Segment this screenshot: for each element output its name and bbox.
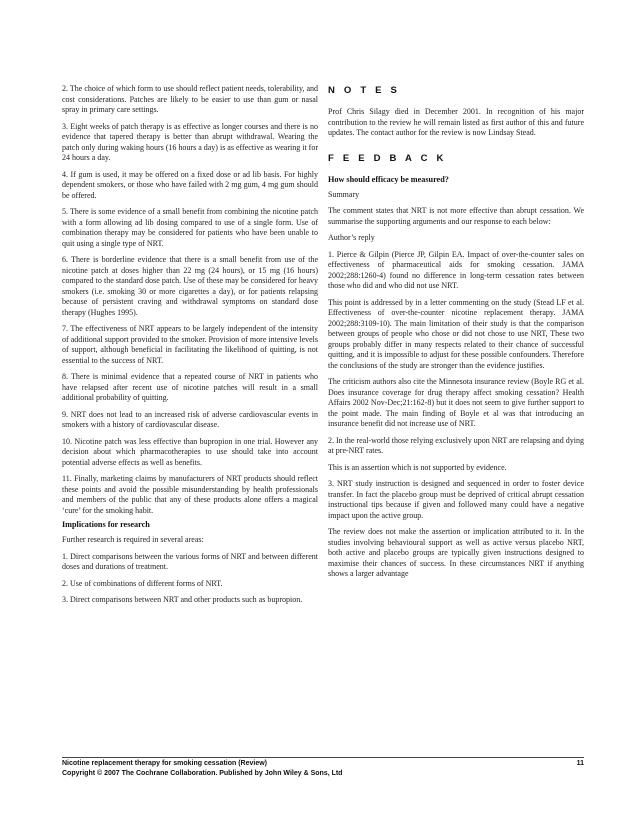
reply-label: Author’s reply [328,233,375,242]
research-paragraph: 3. Direct comparisons between NRT and other products such as bupropion. [62,595,303,604]
notes-paragraph: Prof Chris Silagy died in December 2001. In recognition of his major contribution to the review he will remain listed as first author of this and future updates. The contact author for the review is now Lindsay Stead. [328,107,584,137]
recommendation-paragraph: 10. Nicotine patch was less effective than bupropion in one trial. However any decision about which pharmacotherapies to use should take into account potential adverse effects as well as benefits. [62,436,318,467]
feedback-heading: F E E D B A C K [328,152,447,164]
recommendation-paragraph: 9. NRT does not lead to an increased risk of adverse cardiovascular events in smokers with a history of cardiovascular disease. [62,409,318,429]
reply-paragraph: The criticism authors also cite the Minnesota insurance review (Boyle RG et al. Does insurance coverage for drug therapy affect smoking cessation? Health Affairs 2002 Nov-Dec;21:162-8) but it does not seem to give further support to the point made. The main finding of Boyle et al was that introducing an insurance benefit did not increase use of NRT. [328,377,584,428]
recommendation-paragraph: 3. Eight weeks of patch therapy is as effective as longer courses and there is no evidence that tapered therapy is better than abrupt withdrawal. Wearing the patch only during waking hours (16 hours a day) is as effective as wearing it for 24 hours a day. [62,121,319,162]
recommendation-paragraph: 5. There is some evidence of a small benefit from combining the nicotine patch with a form allowing ad lib dosing compared to use of a single form. Use of combination therapy may be considered for patients who have been unable to quit using a single type of NRT. [62,207,318,248]
page-footer [62,757,584,777]
research-paragraph: 2. Use of combinations of different forms of NRT. [62,578,223,588]
summary-label: Summary [328,189,360,199]
footer-title: Nicotine replacement therapy for smoking cessation (Review) [62,760,268,767]
reply-paragraph: 2. In the real-world those relying exclusively upon NRT are relapsing and dying at pre-NRT rates. [328,435,584,455]
research-paragraph: Further research is required in several areas: [62,535,204,544]
reply-paragraph: 1. Pierce & Gilpin (Pierce JP, Gilpin EA. Impact of over-the-counter sales on effectiveness of pharmaceutical aids for smoking cessation. JAMA 2002;288:1260-4) found no difference in long-term cessation rates between those who did and who did not use NRT. [328,249,584,290]
research-paragraph: 1. Direct comparisons between the various forms of NRT and between different doses and durations of treatment. [62,551,318,571]
left-column [62,84,318,612]
research-heading: Implications for research [62,520,150,529]
footer-divider [62,757,584,758]
notes-heading: N O T E S [328,85,401,96]
copyright-notice: Copyright © 2007 The Cochrane Collaboration. Published by John Wiley & Sons, Ltd [62,770,343,777]
right-column [328,84,584,586]
reply-paragraph: This is an assertion which is not supported by evidence. [328,462,507,472]
recommendation-paragraph: 8. There is minimal evidence that a repeated course of NRT in patients who have relapsed after recent use of nicotine patches will result in a small additional probability of quitting. [62,372,318,402]
recommendation-paragraph: 7. The effectiveness of NRT appears to be largely independent of the intensity of additional support provided to the smoker. Provision of more intensive levels of support, although beneficial in facilitating the likelihood of quitting, is not essential to the success of NRT. [62,324,318,365]
page-number: 11 [576,760,584,767]
summary-paragraph: The comment states that NRT is not more effective than abrupt cessation. We summarise the supporting arguments and our response to each below: [328,206,584,226]
recommendation-paragraph: 6. There is borderline evidence that there is a small benefit from use of the nicotine patch at doses higher than 22 mg (24 hours), or 15 mg (16 hours) compared to the standard dose patch. Use of these may be considered for heavy smokers (i.e. smoking 30 or more cigarettes a day), or for patients relapsing because of persistent craving and withdrawal symptoms on standard dose therapy (Hughes 1995). [62,255,318,317]
reply-paragraph: This point is addressed by in a letter commenting on the study (Stead LF et al. Effectiveness of over-the-counter nicotine replacement therapy. JAMA 2002;288:3109-10). The main limitation of their study is that the comparison between groups of people who chose or did not chose to use NRT, These two groups probably differ in many respects related to their chance of successful quitting, and it is impossible to adjust for these possible confounders. Therefore the conclusions of the study are stronger than the evidence justifies. [328,297,584,370]
recommendation-paragraph: 4. If gum is used, it may be offered on a fixed dose or ad lib basis. For highly dependent smokers, or those who have failed with 2 mg gum, 4 mg gum should be offered. [62,169,318,200]
reply-paragraph: The review does not make the assertion or implication attributed to it. In the studies involving behavioural support as well as active versus placebo NRT, both active and placebo groups are typically given instructions designed to maximise their chances of success. In these circumstances NRT if anything shows a larger advantage [328,527,584,578]
reply-paragraph: 3. NRT study instruction is designed and sequenced in order to foster device transfer. In fact the placebo group must be deprived of critical abrupt cessation instructional tips because if given and followed many could have a negative impact upon the active group. [328,479,584,520]
recommendation-paragraph: 11. Finally, marketing claims by manufacturers of NRT products should reflect these points and avoid the possible misunderstanding by health professionals and members of the public that any of these products alone offers a magical ‘cure’ for the smoking habit. [62,474,318,515]
recommendation-paragraph: 2. The choice of which form to use should reflect patient needs, tolerability, and cost considerations. Patches are likely to be easier to use than gum or nasal spray in primary care settings. [62,84,318,114]
feedback-question-heading: How should efficacy be measured? [328,174,449,184]
